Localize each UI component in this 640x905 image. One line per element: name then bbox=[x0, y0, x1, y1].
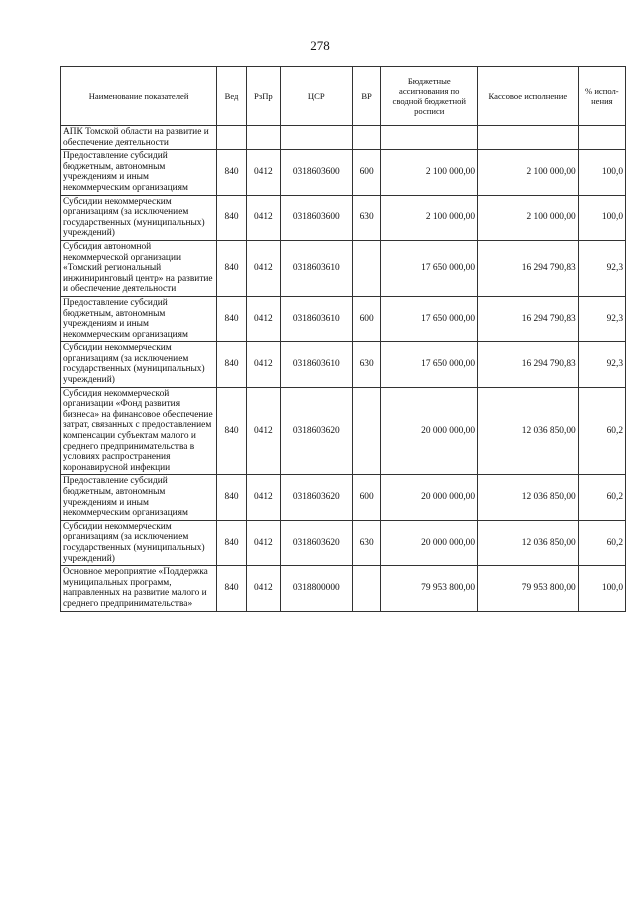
cell-rzpr: 0412 bbox=[246, 296, 280, 341]
table-row bbox=[61, 342, 626, 387]
cell-pct: 92,3 bbox=[578, 240, 625, 296]
table-row bbox=[61, 566, 626, 611]
cell-budget: 20 000 000,00 bbox=[381, 520, 478, 565]
cell-pct bbox=[578, 126, 625, 150]
cell-csr: 0318603610 bbox=[280, 342, 352, 387]
cell-rzpr: 0412 bbox=[246, 475, 280, 520]
header-pct: % испол-нения bbox=[578, 67, 625, 126]
cell-csr: 0318603610 bbox=[280, 240, 352, 296]
cell-csr: 0318603620 bbox=[280, 387, 352, 475]
cell-budget: 2 100 000,00 bbox=[381, 150, 478, 195]
cell-budget: 20 000 000,00 bbox=[381, 387, 478, 475]
cell-csr: 0318603620 bbox=[280, 475, 352, 520]
cell-ved: 840 bbox=[217, 195, 247, 240]
cell-name: Предоставление субсидий бюджетным, автономным учреждениям и иным некоммерческим организациям bbox=[61, 475, 217, 520]
cell-vr bbox=[352, 566, 381, 611]
cell-vr: 600 bbox=[352, 150, 381, 195]
cell-pct: 100,0 bbox=[578, 195, 625, 240]
cell-cash: 12 036 850,00 bbox=[478, 475, 579, 520]
cell-budget: 17 650 000,00 bbox=[381, 342, 478, 387]
cell-name: Субсидии некоммерческим организациям (за исключением государственных (муниципальных) учреждений) bbox=[61, 520, 217, 565]
cell-rzpr: 0412 bbox=[246, 240, 280, 296]
cell-ved: 840 bbox=[217, 475, 247, 520]
page-number: 278 bbox=[310, 38, 330, 53]
cell-vr: 600 bbox=[352, 296, 381, 341]
cell-name: Предоставление субсидий бюджетным, автономным учреждениям и иным некоммерческим организациям bbox=[61, 150, 217, 195]
table-body bbox=[61, 126, 626, 612]
cell-ved: 840 bbox=[217, 387, 247, 475]
cell-vr: 630 bbox=[352, 342, 381, 387]
cell-rzpr: 0412 bbox=[246, 150, 280, 195]
cell-vr bbox=[352, 387, 381, 475]
cell-rzpr: 0412 bbox=[246, 387, 280, 475]
table-row bbox=[61, 296, 626, 341]
table-row bbox=[61, 520, 626, 565]
table-row bbox=[61, 150, 626, 195]
table-row bbox=[61, 126, 626, 150]
table-row bbox=[61, 195, 626, 240]
header-budget: Бюджетные ассигнования по сводной бюджетной росписи bbox=[381, 67, 478, 126]
cell-name: Основное мероприятие «Поддержка муниципальных программ, направленных на развитие малого и среднего предпринимательства» bbox=[61, 566, 217, 611]
cell-name: Субсидия автономной некоммерческой организации «Томский региональный инжиниринговый центр» на развитие и обеспечение деятельности bbox=[61, 240, 217, 296]
cell-ved: 840 bbox=[217, 520, 247, 565]
cell-cash: 12 036 850,00 bbox=[478, 387, 579, 475]
cell-name: АПК Томской области на развитие и обеспечение деятельности bbox=[61, 126, 217, 150]
cell-rzpr: 0412 bbox=[246, 566, 280, 611]
cell-pct: 60,2 bbox=[578, 387, 625, 475]
cell-budget bbox=[381, 126, 478, 150]
cell-ved bbox=[217, 126, 247, 150]
cell-cash: 12 036 850,00 bbox=[478, 520, 579, 565]
cell-vr: 630 bbox=[352, 195, 381, 240]
cell-cash: 16 294 790,83 bbox=[478, 296, 579, 341]
cell-pct: 100,0 bbox=[578, 566, 625, 611]
cell-csr bbox=[280, 126, 352, 150]
header-cash: Кассовое исполнение bbox=[478, 67, 579, 126]
cell-pct: 100,0 bbox=[578, 150, 625, 195]
cell-ved: 840 bbox=[217, 296, 247, 341]
table-row bbox=[61, 475, 626, 520]
cell-ved: 840 bbox=[217, 240, 247, 296]
header-csr: ЦСР bbox=[280, 67, 352, 126]
cell-csr: 0318603600 bbox=[280, 150, 352, 195]
cell-pct: 60,2 bbox=[578, 475, 625, 520]
cell-csr: 0318603600 bbox=[280, 195, 352, 240]
cell-vr: 600 bbox=[352, 475, 381, 520]
budget-execution-table bbox=[60, 66, 626, 612]
cell-budget: 79 953 800,00 bbox=[381, 566, 478, 611]
table-row bbox=[61, 387, 626, 475]
cell-vr bbox=[352, 126, 381, 150]
cell-cash: 16 294 790,83 bbox=[478, 342, 579, 387]
cell-pct: 60,2 bbox=[578, 520, 625, 565]
cell-rzpr bbox=[246, 126, 280, 150]
cell-budget: 17 650 000,00 bbox=[381, 296, 478, 341]
cell-csr: 0318603620 bbox=[280, 520, 352, 565]
cell-name: Предоставление субсидий бюджетным, автономным учреждениям и иным некоммерческим организациям bbox=[61, 296, 217, 341]
header-rzpr: РзПр bbox=[246, 67, 280, 126]
cell-name: Субсидии некоммерческим организациям (за исключением государственных (муниципальных) учреждений) bbox=[61, 195, 217, 240]
cell-ved: 840 bbox=[217, 566, 247, 611]
cell-cash: 2 100 000,00 bbox=[478, 150, 579, 195]
header-name: Наименование показателей bbox=[61, 67, 217, 126]
cell-vr: 630 bbox=[352, 520, 381, 565]
cell-pct: 92,3 bbox=[578, 342, 625, 387]
cell-cash bbox=[478, 126, 579, 150]
cell-cash: 79 953 800,00 bbox=[478, 566, 579, 611]
cell-budget: 2 100 000,00 bbox=[381, 195, 478, 240]
cell-rzpr: 0412 bbox=[246, 342, 280, 387]
cell-budget: 20 000 000,00 bbox=[381, 475, 478, 520]
cell-name: Субсидии некоммерческим организациям (за исключением государственных (муниципальных) учреждений) bbox=[61, 342, 217, 387]
cell-ved: 840 bbox=[217, 342, 247, 387]
cell-cash: 2 100 000,00 bbox=[478, 195, 579, 240]
cell-pct: 92,3 bbox=[578, 296, 625, 341]
cell-budget: 17 650 000,00 bbox=[381, 240, 478, 296]
cell-rzpr: 0412 bbox=[246, 520, 280, 565]
cell-ved: 840 bbox=[217, 150, 247, 195]
table-header-row bbox=[61, 67, 626, 126]
table-row bbox=[61, 240, 626, 296]
header-ved: Вед bbox=[217, 67, 247, 126]
cell-name: Субсидия некоммерческой организации «Фонд развития бизнеса» на финансовое обеспечение затрат, связанных с предоставлением компенсации субъектам малого и среднего предпринимательства в условиях распространения коронавирусной инфекции bbox=[61, 387, 217, 475]
cell-rzpr: 0412 bbox=[246, 195, 280, 240]
cell-csr: 0318603610 bbox=[280, 296, 352, 341]
cell-csr: 0318800000 bbox=[280, 566, 352, 611]
cell-cash: 16 294 790,83 bbox=[478, 240, 579, 296]
header-vr: ВР bbox=[352, 67, 381, 126]
cell-vr bbox=[352, 240, 381, 296]
